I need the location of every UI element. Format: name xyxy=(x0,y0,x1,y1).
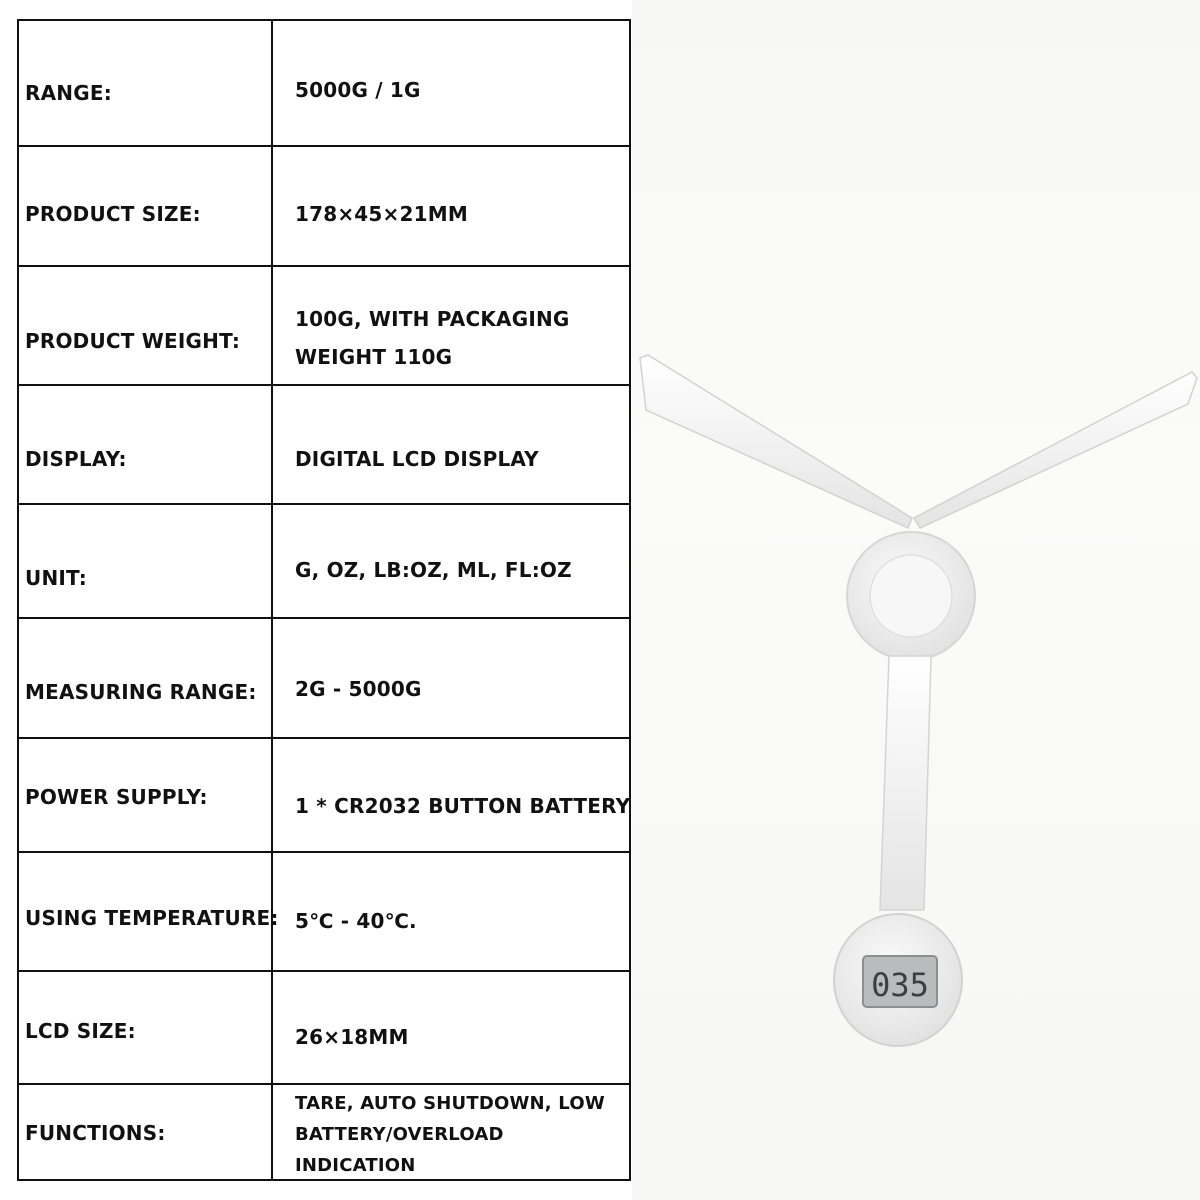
spec-value: TARE, AUTO SHUTDOWN, LOW BATTERY/OVERLOAD INDICATION xyxy=(295,1093,605,1176)
spec-value-cell xyxy=(273,972,629,1083)
spec-row-lcd-size xyxy=(19,972,629,1085)
spec-row-product-size xyxy=(19,147,629,267)
spec-row-measuring-range xyxy=(19,619,629,739)
spec-label: MEASURING RANGE: xyxy=(25,680,257,704)
spec-label: FUNCTIONS: xyxy=(25,1121,166,1145)
spec-label: PRODUCT SIZE: xyxy=(25,202,201,226)
spec-row-product-weight xyxy=(19,267,629,386)
spec-value-cell xyxy=(273,739,629,851)
spec-value: 1 * CR2032 BUTTON BATTERY xyxy=(295,794,631,818)
spec-label: PRODUCT WEIGHT: xyxy=(25,329,241,353)
spec-row-power-supply xyxy=(19,739,629,853)
spec-label-cell xyxy=(19,619,273,737)
spec-value: 2G - 5000G xyxy=(295,677,422,701)
spec-value-cell xyxy=(273,1085,629,1179)
spec-value-cell xyxy=(273,853,629,970)
product-photo xyxy=(632,0,1200,1200)
spec-row-range xyxy=(19,21,629,147)
spec-row-unit xyxy=(19,505,629,619)
spec-label: LCD SIZE: xyxy=(25,1019,136,1043)
spec-value: 178×45×21MM xyxy=(295,202,468,226)
spec-value: 5000G / 1G xyxy=(295,78,421,102)
spec-label: UNIT: xyxy=(25,566,87,590)
spec-value-cell xyxy=(273,147,629,265)
spec-label-cell xyxy=(19,267,273,384)
spec-label-cell xyxy=(19,21,273,145)
spec-value: 100G, WITH PACKAGING WEIGHT 110G xyxy=(295,307,570,369)
spec-row-functions xyxy=(19,1085,629,1179)
scale-stem xyxy=(880,656,931,910)
spec-value-cell xyxy=(273,21,629,145)
spec-table xyxy=(17,19,631,1181)
kitchen-scale-illustration xyxy=(632,0,1200,1200)
spec-label-cell xyxy=(19,739,273,851)
spec-label-cell xyxy=(19,853,279,970)
spec-value: 5℃ - 40℃. xyxy=(295,909,417,933)
spec-value-cell xyxy=(273,619,629,737)
spec-label: POWER SUPPLY: xyxy=(25,785,208,809)
spec-label-cell xyxy=(19,972,273,1083)
spec-label-cell xyxy=(19,147,273,265)
scale-right-arm xyxy=(914,372,1197,528)
scale-hub-inner xyxy=(870,555,952,637)
spec-value-cell xyxy=(273,386,629,503)
spec-value: DIGITAL LCD DISPLAY xyxy=(295,447,539,471)
spec-value-cell xyxy=(273,505,629,617)
spec-row-display xyxy=(19,386,629,505)
spec-row-using-temperature xyxy=(19,853,629,972)
spec-value: 26×18MM xyxy=(295,1025,409,1049)
spec-label: RANGE: xyxy=(25,81,112,105)
spec-label-cell xyxy=(19,386,273,503)
spec-label: DISPLAY: xyxy=(25,447,127,471)
lcd-reading: 035 xyxy=(871,966,929,1004)
spec-label-cell xyxy=(19,505,273,617)
scale-left-arm xyxy=(640,355,912,528)
spec-label: USING TEMPERATURE: xyxy=(25,906,279,930)
spec-label-cell xyxy=(19,1085,273,1179)
spec-value: G, OZ, LB:OZ, ML, FL:OZ xyxy=(295,558,572,582)
spec-value-cell xyxy=(273,267,629,384)
